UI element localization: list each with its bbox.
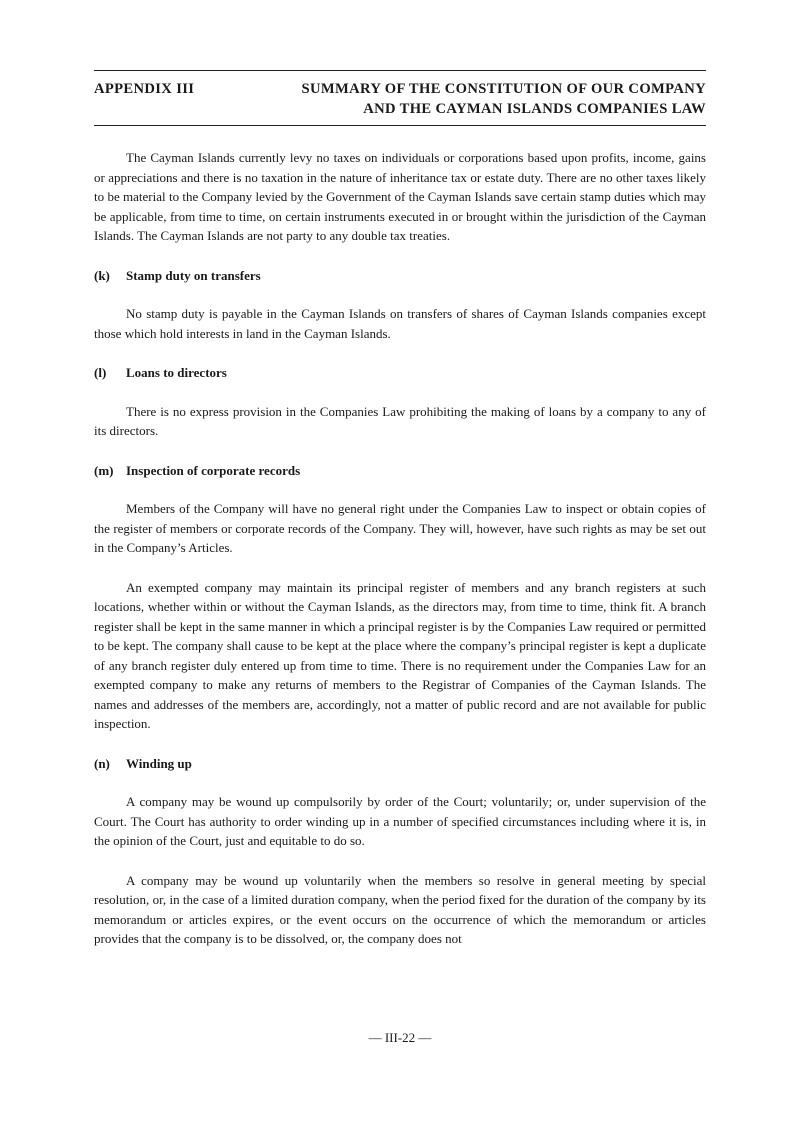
document-body: [94, 148, 706, 949]
section-heading-n: [94, 754, 706, 774]
section-paragraph: An exempted company may maintain its principal register of members and any branch registers at such locations, whether within or without the Cayman Islands, as the directors may, from time to time, think fit. A branch register shall be kept in the same manner in which a principal register is by the Companies Law required or permitted to be kept. The company shall cause to be kept at the place where the company’s principal register is kept a duplicate of any branch register duly entered up from time to time. There is no requirement under the Companies Law for an exempted company to make any returns of members to the Registrar of Companies of the Cayman Islands. The names and addresses of the members are, accordingly, not a matter of public record and are not available for public inspection.: [94, 579, 706, 731]
section-paragraph: A company may be wound up voluntarily when the members so resolve in general meeting by special resolution, or, in the case of a limited duration company, when the period fixed for the duration of the company by its memorandum or articles expires, or the event occurs on the occurrence of which the memorandum or articles provides that the company is to be dissolved, or, the company does not: [94, 872, 706, 946]
document-page: [94, 70, 706, 969]
section-label: (k): [94, 267, 110, 283]
section-label: (l): [94, 365, 107, 380]
section-title: Loans to directors: [126, 365, 227, 380]
section-heading-l: [94, 363, 706, 383]
page-header: [94, 70, 706, 126]
section-heading-k: [94, 266, 706, 286]
appendix-label: APPENDIX III: [94, 81, 195, 97]
section-label: (m): [94, 462, 114, 478]
section-paragraph: Members of the Company will have no general right under the Companies Law to inspect or obtain copies of the register of members or corporate records of the Company. They will, however, have such rights as may be set out in the Company’s Articles.: [94, 501, 706, 555]
section-paragraph: A company may be wound up compulsorily by order of the Court; voluntarily; or, under supervision of the Court. The Court has authority to order winding up in a number of specified circumstances including where it is, in the opinion of the Court, just and equitable to do so.: [94, 794, 706, 848]
section-paragraph: No stamp duty is payable in the Cayman Islands on transfers of shares of Cayman Islands companies except those which hold interests in land in the Cayman Islands.: [94, 306, 706, 341]
section-title: Inspection of corporate records: [126, 462, 301, 478]
section-paragraph: There is no express provision in the Companies Law prohibiting the making of loans by a company to any of its directors.: [94, 403, 706, 438]
section-heading-m: [94, 461, 706, 481]
section-title: Winding up: [126, 755, 192, 771]
section-title: Stamp duty on transfers: [126, 267, 261, 283]
page-footer: [0, 1030, 800, 1046]
page-number: — III-22 —: [368, 1030, 432, 1045]
intro-paragraph: The Cayman Islands currently levy no taxes on individuals or corporations based upon profits, income, gains or appreciations and there is no taxation in the nature of inheritance tax or estate duty. There are no other taxes likely to be material to the Company levied by the Government of the Cayman Islands save certain stamp duties which may be applicable, from time to time, on certain instruments executed in or brought within the jurisdiction of the Cayman Islands. The Cayman Islands are not party to any double tax treaties.: [94, 150, 706, 243]
header-title-line1: SUMMARY OF THE CONSTITUTION OF OUR COMPANY: [301, 81, 706, 97]
section-label: (n): [94, 755, 110, 771]
header-title-line2: AND THE CAYMAN ISLANDS COMPANIES LAW: [363, 101, 706, 117]
